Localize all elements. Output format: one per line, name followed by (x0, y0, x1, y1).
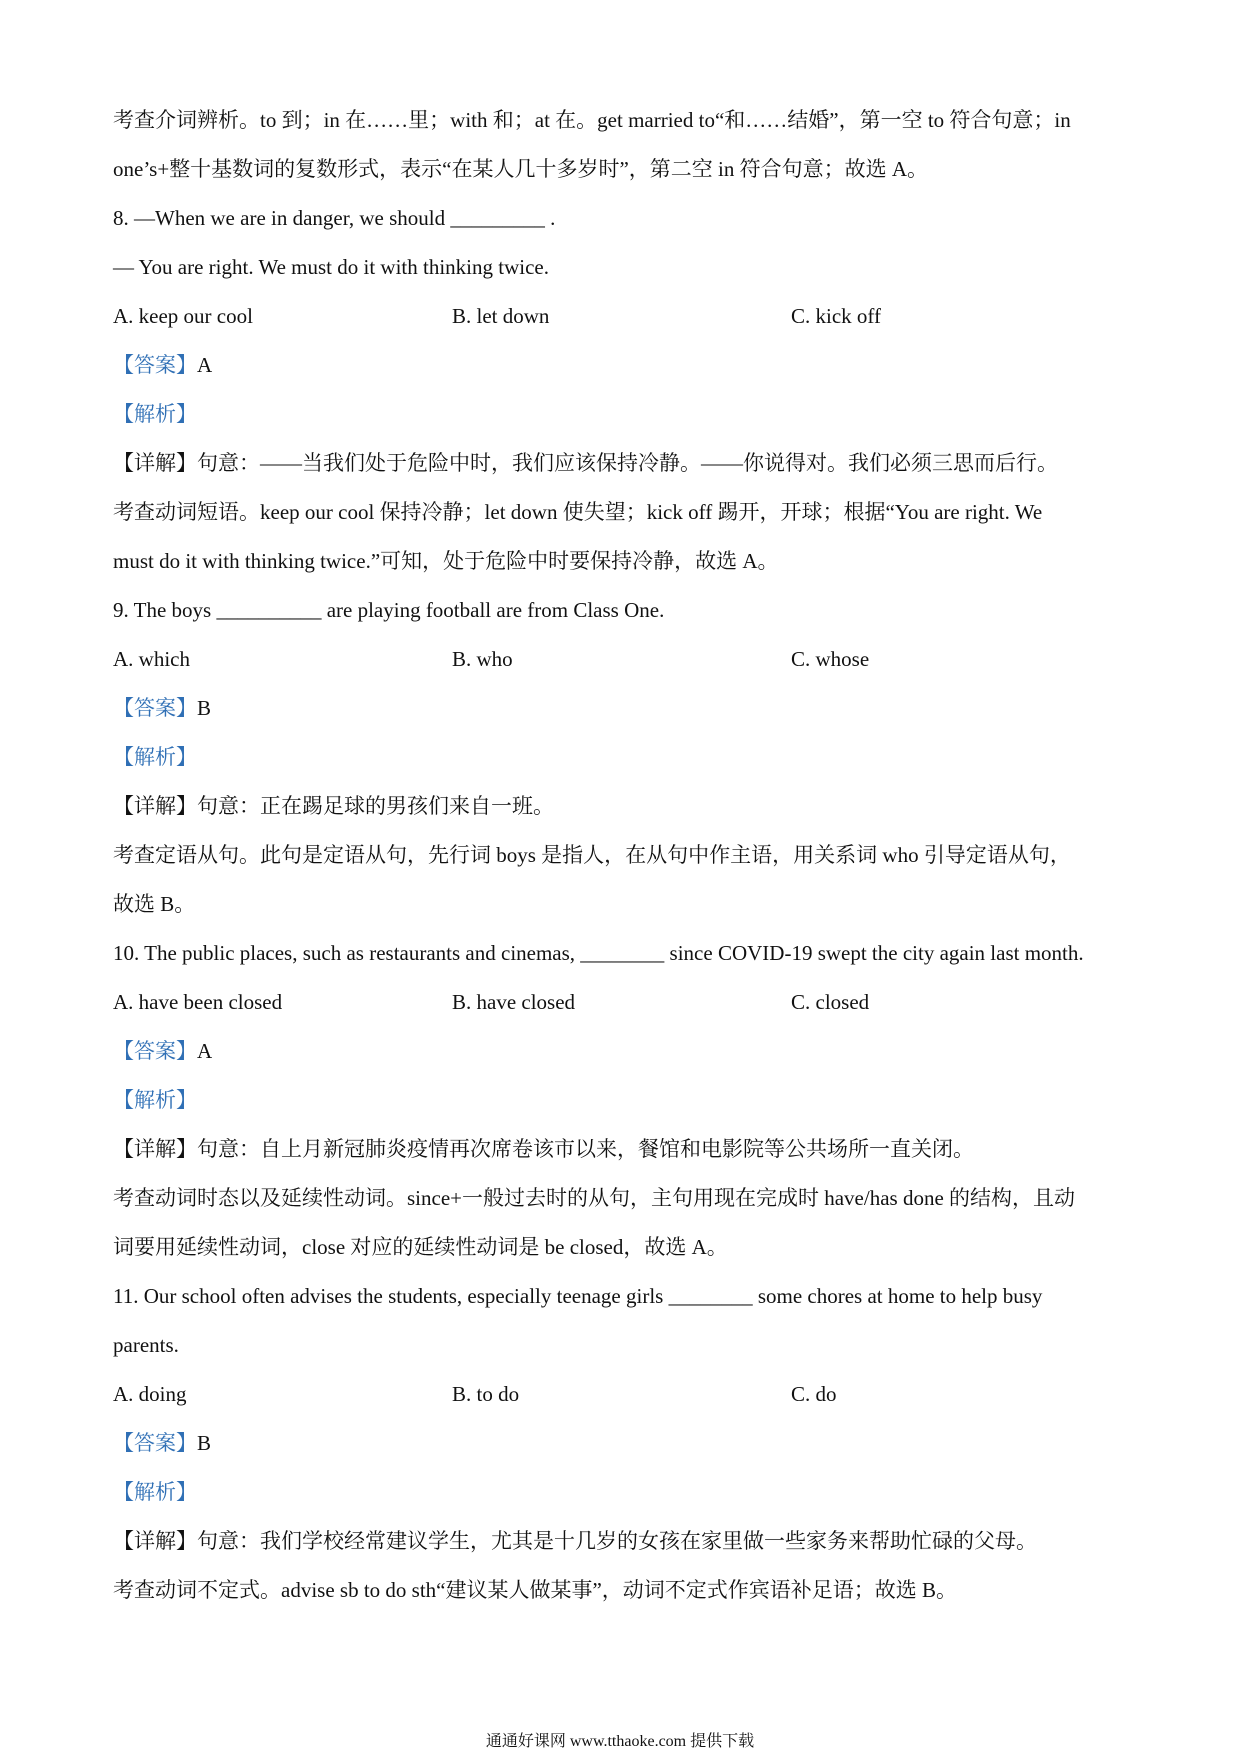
detail-line (113, 439, 1153, 488)
option-a: A. have been closed (113, 990, 283, 1014)
answer-value: B (197, 696, 212, 720)
analysis-line (113, 733, 1153, 782)
analysis-tag: 【解析】 (113, 402, 197, 426)
detail-line (113, 1517, 1153, 1566)
analysis-line (113, 1468, 1153, 1517)
question-8-reply: — You are right. We must do it with thinking twice. (113, 255, 549, 279)
answer-value: B (197, 1431, 212, 1455)
option-c: C. do (791, 1382, 837, 1406)
explain-line: must do it with thinking twice.”可知，处于危险中时要保持冷静，故选 A。 (113, 549, 779, 573)
option-b: B. let down (452, 304, 550, 328)
analysis-line (113, 390, 1153, 439)
detail-text: 句意：自上月新冠肺炎疫情再次席卷该市以来，餐馆和电影院等公共场所一直关闭。 (197, 1137, 974, 1161)
option-a: A. doing (113, 1382, 187, 1406)
question-8-options (113, 292, 1153, 341)
explain-line: 考查动词不定式。advise sb to do sth“建议某人做某事”，动词不定式作宾语补足语；故选 B。 (113, 1578, 958, 1602)
explain-line: 考查动词短语。keep our cool 保持冷静；let down 使失望；kick off 踢开，开球；根据“You are right. We (113, 500, 1043, 524)
option-a: A. which (113, 647, 190, 671)
answer-tag: 【答案】 (113, 1431, 197, 1455)
answer-value: A (197, 353, 213, 377)
explain-line: 考查定语从句。此句是定语从句，先行词 boys 是指人，在从句中作主语，用关系词 who 引导定语从句， (113, 843, 1071, 867)
option-a: A. keep our cool (113, 304, 253, 328)
detail-tag: 【详解】 (113, 451, 197, 475)
detail-tag: 【详解】 (113, 794, 197, 818)
detail-tag: 【详解】 (113, 1137, 197, 1161)
detail-line (113, 782, 1153, 831)
explain-line: 词要用延续性动词，close 对应的延续性动词是 be closed，故选 A。 (113, 1235, 728, 1259)
question-11-stem-continued: parents. (113, 1333, 179, 1357)
page-footer: 通通好课网 www.tthaoke.com 提供下载 (485, 1733, 755, 1750)
analysis-tag: 【解析】 (113, 745, 197, 769)
detail-text: 句意：——当我们处于危险中时，我们应该保持冷静。——你说得对。我们必须三思而后行。 (197, 451, 1058, 475)
option-c: C. closed (791, 990, 870, 1014)
answer-line (113, 1419, 1153, 1468)
option-b: B. who (452, 647, 513, 671)
option-c: C. whose (791, 647, 870, 671)
answer-line (113, 684, 1153, 733)
answer-tag: 【答案】 (113, 353, 197, 377)
question-11-stem: 11. Our school often advises the students, especially teenage girls ________ some chores at home to help busy (113, 1284, 1043, 1308)
option-b: B. to do (452, 1382, 520, 1406)
detail-text: 句意：正在踢足球的男孩们来自一班。 (197, 794, 554, 818)
answer-line (113, 341, 1153, 390)
question-8-stem: 8. —When we are in danger, we should _________ . (113, 206, 556, 230)
text-line: 考查介词辨析。to 到；in 在……里；with 和；at 在。get married to“和……结婚”，第一空 to 符合句意；in (113, 108, 1071, 132)
explain-line: 考查动词时态以及延续性动词。since+一般过去时的从句，主句用现在完成时 have/has done 的结构，且动 (113, 1186, 1076, 1210)
answer-line (113, 1027, 1153, 1076)
analysis-tag: 【解析】 (113, 1480, 197, 1504)
question-9-stem: 9. The boys __________ are playing football are from Class One. (113, 598, 665, 622)
detail-text: 句意：我们学校经常建议学生，尤其是十几岁的女孩在家里做一些家务来帮助忙碌的父母。 (197, 1529, 1037, 1553)
question-9-options (113, 635, 1153, 684)
explain-line: 故选 B。 (113, 892, 196, 916)
option-b: B. have closed (452, 990, 576, 1014)
detail-tag: 【详解】 (113, 1529, 197, 1553)
page-content (113, 96, 1153, 1615)
analysis-tag: 【解析】 (113, 1088, 197, 1112)
question-10-stem: 10. The public places, such as restaurants and cinemas, ________ since COVID-19 swept the city again last month. (113, 941, 1084, 965)
analysis-line (113, 1076, 1153, 1125)
option-c: C. kick off (791, 304, 882, 328)
detail-line (113, 1125, 1153, 1174)
answer-value: A (197, 1039, 213, 1063)
text-line: one’s+整十基数词的复数形式，表示“在某人几十多岁时”，第二空 in 符合句意；故选 A。 (113, 157, 929, 181)
question-10-options (113, 978, 1153, 1027)
answer-tag: 【答案】 (113, 696, 197, 720)
question-11-options (113, 1370, 1153, 1419)
answer-tag: 【答案】 (113, 1039, 197, 1063)
